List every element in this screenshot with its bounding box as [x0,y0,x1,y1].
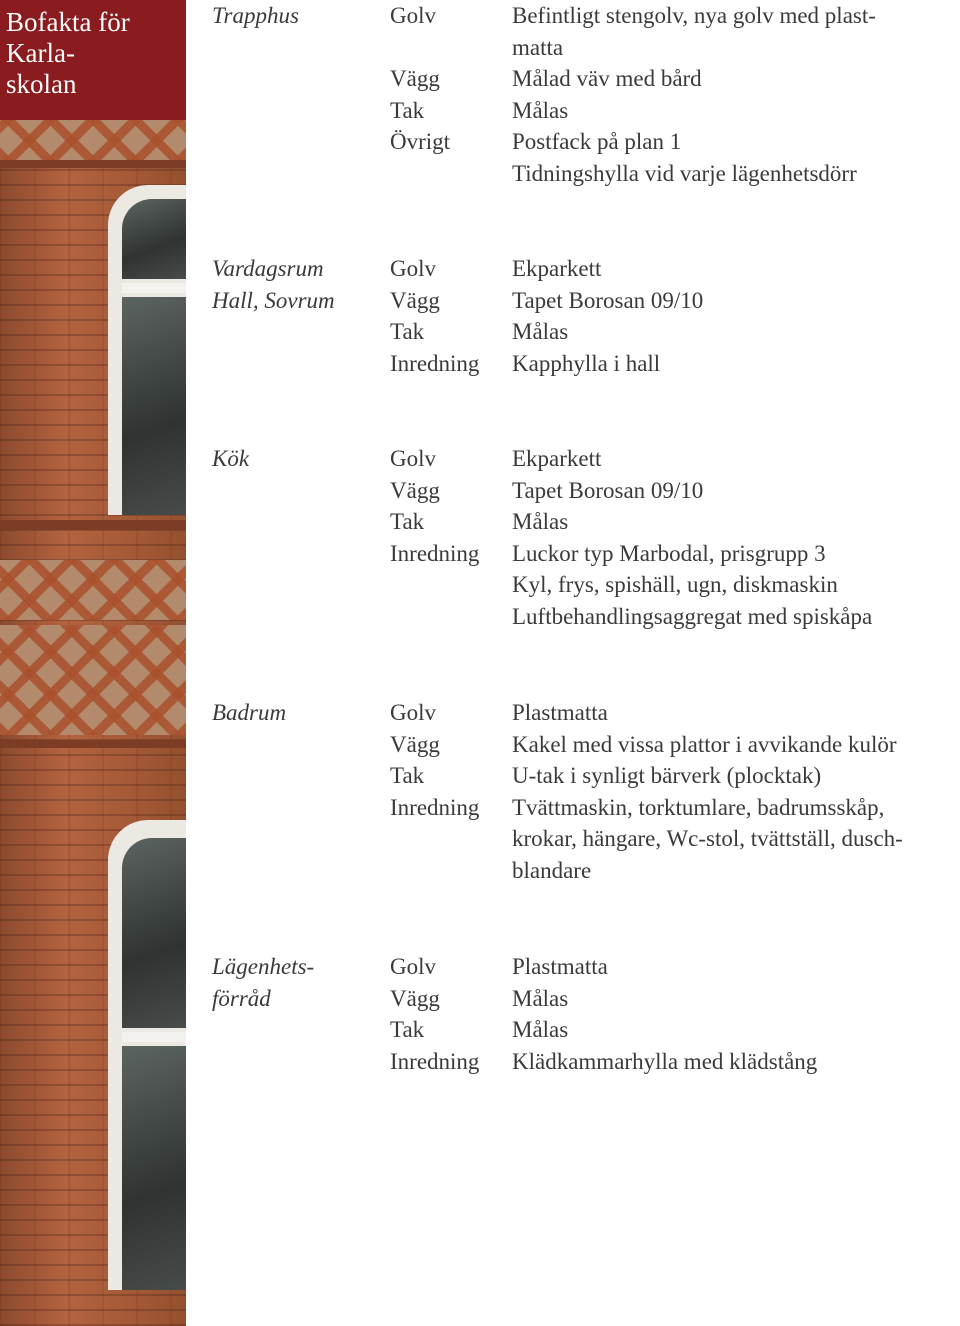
spec-label: Tak [390,97,425,123]
spec-value-line: Tvättmaskin, torktumlare, badrumsskåp, [512,794,885,820]
spec-label: Golv [390,700,436,725]
spec-label: Inredning [390,794,480,820]
spec-row [390,63,960,95]
spec-label: Inredning [390,350,480,376]
page-title-line: Bofakta för [6,7,130,37]
spec-row [390,475,960,507]
spec-value [512,506,960,538]
room-name [212,697,382,729]
spec-value [512,760,960,792]
spec-value [512,316,960,348]
room-name [212,253,382,316]
spec-label: Tak [390,1017,425,1043]
spec-row [390,348,960,380]
brick-frieze-middle [0,560,186,620]
spec-value-line: Luckor typ Marbodal, prisgrupp 3 [512,540,826,566]
window-upper [108,185,186,515]
spec-row [390,983,960,1015]
spec-value-line: Målas [512,509,569,535]
spec-value-line: blandare [512,857,592,883]
room-name [212,951,382,1014]
spec-label: Golv [390,256,436,281]
spec-row [390,126,960,189]
spec-value [512,951,960,983]
spec-row [390,729,960,761]
spec-row [390,697,960,729]
spec-row [390,792,960,887]
room-name-line: Lägenhets- [212,954,315,979]
room-name-line: förråd [212,985,271,1011]
spec-rows [390,253,960,379]
room-name [212,0,382,32]
spec-rows [390,443,960,633]
spec-value-line: Plastmatta [512,700,608,725]
spec-label: Vägg [390,66,440,92]
spec-value-line: Befintligt stengolv, nya golv med plast- [512,3,876,28]
spec-value-line: Målas [512,985,569,1011]
spec-row [390,760,960,792]
spec-value-line: Målas [512,319,569,345]
spec-value [512,63,960,95]
spec-value-line: Luftbehandlingsaggregat med spiskåpa [512,603,873,629]
spec-rows [390,697,960,887]
spec-label: Golv [390,3,436,28]
spec-value-line: Tapet Borosan 09/10 [512,287,704,313]
page-title-box [0,0,186,120]
spec-value [512,729,960,761]
spec-label: Vägg [390,731,440,757]
spec-value [512,348,960,380]
spec-label: Tak [390,763,425,789]
spec-value [512,697,960,729]
spec-label: Vägg [390,985,440,1011]
spec-rows [390,0,960,190]
spec-value-line: Plastmatta [512,954,608,979]
room-name-line: Hall, Sovrum [212,287,335,313]
spec-value-line: Ekparkett [512,446,602,471]
spec-value-line: Tapet Borosan 09/10 [512,477,704,503]
room-name [212,443,382,475]
spec-label: Vägg [390,287,440,313]
spec-value-line: Tidningshylla vid varje lägenhetsdörr [512,160,857,186]
spec-value [512,792,960,887]
spec-row [390,506,960,538]
window-sill [0,520,186,530]
spec-value-line: Målas [512,1017,569,1043]
spec-row [390,538,960,633]
spec-value-line: Kyl, frys, spishäll, ugn, diskmaskin [512,572,838,598]
brick-ledge [0,160,186,168]
spec-value-line: krokar, hängare, Wc-stol, tvättställ, dusch- [512,826,903,852]
spec-value [512,538,960,633]
spec-label: Golv [390,954,436,979]
window-lower [108,820,186,1290]
spec-label: Inredning [390,1048,480,1074]
spec-label: Vägg [390,477,440,503]
spec-value [512,475,960,507]
spec-row [390,285,960,317]
room-name-line: Vardagsrum [212,256,324,281]
spec-rows [390,951,960,1077]
spec-row [390,1014,960,1046]
spec-label: Övrigt [390,129,451,155]
spec-value-line: Kakel med vissa plattor i avvikande kulör [512,731,897,757]
spec-value [512,0,960,63]
spec-label: Inredning [390,540,480,566]
spec-value-line: Kapphylla i hall [512,350,661,376]
spec-row [390,0,960,63]
spec-label: Tak [390,319,425,345]
spec-row [390,316,960,348]
spec-value-line: Ekparkett [512,256,602,281]
room-name-line: Badrum [212,700,287,725]
spec-value [512,95,960,127]
spec-value-line: matta [512,34,564,60]
spec-row [390,443,960,475]
brick-frieze-top [0,120,186,160]
spec-row [390,951,960,983]
page-title-line: skolan [6,69,77,99]
spec-value [512,253,960,285]
spec-value [512,1046,960,1078]
spec-value-line: Målas [512,97,569,123]
spec-row [390,253,960,285]
brick-frieze-diamonds [0,625,186,735]
spec-label: Golv [390,446,436,471]
spec-value-line: U-tak i synligt bärverk (plocktak) [512,763,822,789]
spec-row [390,95,960,127]
spec-value [512,1014,960,1046]
brick-ledge-lower [0,740,186,748]
spec-label: Tak [390,509,425,535]
spec-value [512,983,960,1015]
room-name-line: Trapphus [212,3,299,28]
spec-value-line: Klädkammarhylla med klädstång [512,1048,818,1074]
spec-row [390,1046,960,1078]
spec-value [512,126,960,189]
spec-value-line: Målad väv med bård [512,66,702,92]
page-title-line: Karla- [6,38,75,68]
spec-value-line: Postfack på plan 1 [512,129,682,155]
spec-value [512,443,960,475]
brick-facade-photo [0,0,186,1326]
spec-value [512,285,960,317]
room-name-line: Kök [212,446,250,471]
